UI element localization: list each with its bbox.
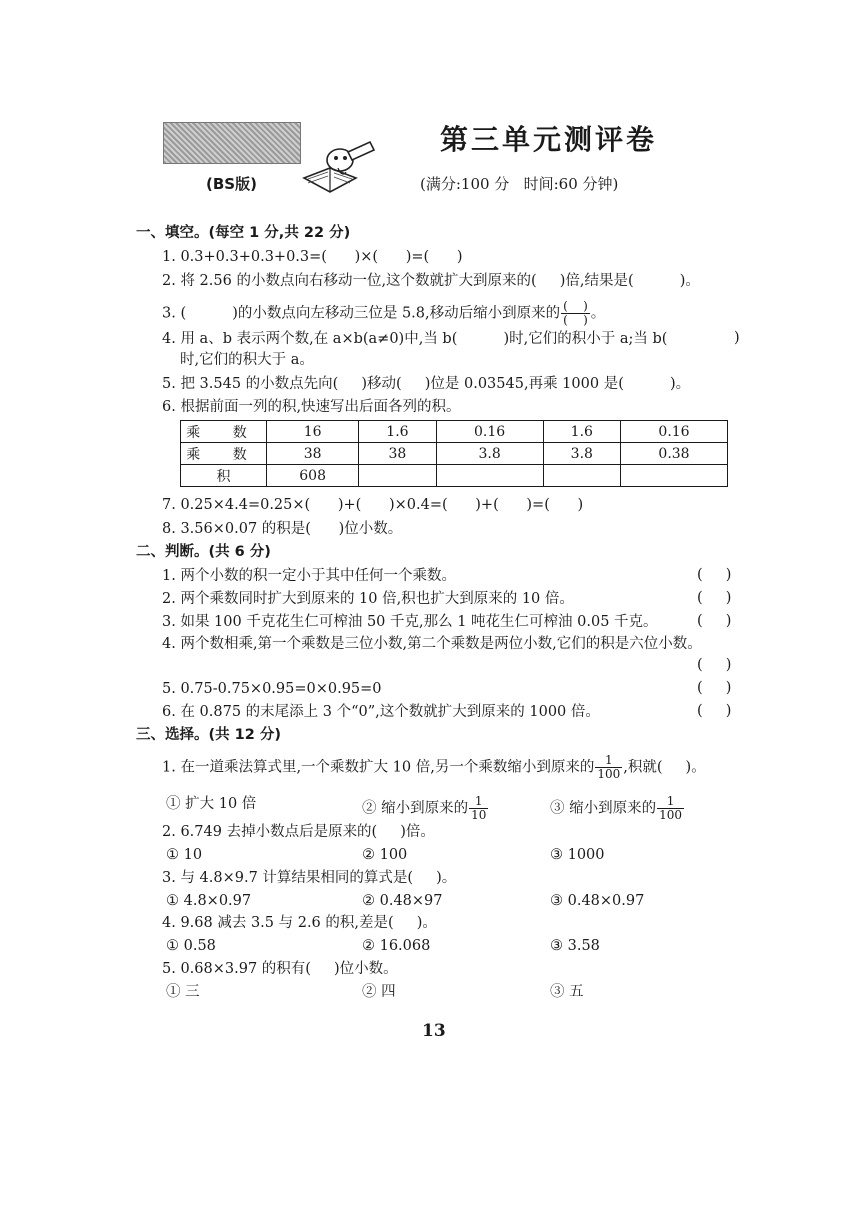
judge-item-6: 6. 在 0.875 的末尾添上 3 个“0”,这个数就扩大到原来的 1000 倍。 [162, 704, 600, 720]
unit-badge [163, 122, 301, 164]
table-cell: 16 [267, 421, 359, 443]
fraction-denominator: 10 [471, 808, 487, 822]
question-1-3-text: 3. ( )的小数点向左移动三位是 5.8,移动后缩小到原来的 [162, 305, 561, 322]
table-cell: 乘 数 [181, 443, 267, 465]
table-cell: 608 [267, 465, 359, 487]
choice-2-option-1: ① 10 [166, 847, 203, 863]
choice-2-option-3: ③ 1000 [550, 847, 605, 863]
choice-question-1-text: 1. 在一道乘法算式里,一个乘数扩大 10 倍,另一个乘数缩小到原来的 [162, 759, 595, 776]
judge-item-2: 2. 两个乘数同时扩大到原来的 10 倍,积也扩大到原来的 10 倍。 [162, 591, 574, 607]
question-1-5: 5. 把 3.545 的小数点先向( )移动( )位是 0.03545,再乘 1000 是( )。 [162, 376, 691, 392]
answer-paren: ( ) [697, 590, 732, 606]
answer-paren: ( ) [697, 567, 732, 583]
choice-question-3: 3. 与 4.8×9.7 计算结果相同的算式是( )。 [162, 870, 457, 886]
choice-3-option-2: ② 0.48×97 [362, 893, 443, 909]
judge-item-3: 3. 如果 100 千克花生仁可榨油 50 千克,那么 1 吨花生仁可榨油 0.05 千克。 [162, 614, 658, 630]
table-cell: 1.6 [543, 421, 620, 443]
table-row [181, 465, 728, 487]
choice-question-2: 2. 6.749 去掉小数点后是原来的( )倍。 [162, 824, 435, 840]
choice-question-4: 4. 9.68 减去 3.5 与 2.6 的积,差是( )。 [162, 915, 437, 931]
page-title: 第三单元测评卷 [440, 123, 658, 156]
fraction-denominator: 100 [659, 808, 683, 822]
answer-paren: ( ) [697, 703, 732, 719]
question-1-4: 4. 用 a、b 表示两个数,在 a×b(a≠0)中,当 b( )时,它们的积小于 a;当 b( [162, 331, 668, 347]
choice-2-option-2: ② 100 [362, 847, 408, 863]
answer-paren: ( ) [697, 657, 732, 673]
score-time-info: (满分:100 分 时间:60 分钟) [420, 175, 619, 193]
table-row [181, 443, 728, 465]
table-cell: 1.6 [359, 421, 436, 443]
table-cell: 3.8 [543, 443, 620, 465]
fraction-denominator: ( ) [563, 313, 588, 327]
section-title-judge: 二、判断。(共 6 分) [136, 544, 271, 560]
table-cell: 3.8 [436, 443, 543, 465]
judge-item-5: 5. 0.75-0.75×0.95=0×0.95=0 [162, 681, 382, 697]
fraction-numerator: ( ) [563, 299, 588, 313]
answer-paren: ( ) [697, 613, 732, 629]
question-1-4-paren-end: ) [734, 330, 740, 346]
choice-5-option-2: ② 四 [362, 984, 396, 1000]
table-cell [359, 465, 436, 487]
question-1-7: 7. 0.25×4.4=0.25×( )+( )×0.4=( )+( )=( ) [162, 497, 584, 513]
fraction [657, 795, 684, 822]
fraction-numerator: 1 [657, 795, 684, 809]
page-number: 13 [422, 1021, 446, 1041]
fraction-numerator: 1 [595, 754, 622, 768]
choice-question-1 [162, 754, 706, 781]
question-1-3-end: 。 [590, 305, 606, 322]
reading-illustration-icon [300, 138, 380, 196]
question-1-1: 1. 0.3+0.3+0.3+0.3=( )×( )=( ) [162, 249, 463, 265]
option-text: ③ 缩小到原来的 [550, 800, 657, 817]
choice-1-option-3 [550, 795, 685, 822]
answer-paren: ( ) [697, 680, 732, 696]
table-cell: 38 [359, 443, 436, 465]
question-1-6: 6. 根据前面一列的积,快速写出后面各列的积。 [162, 399, 461, 415]
fraction [469, 795, 488, 822]
table-cell [436, 465, 543, 487]
choice-4-option-1: ① 0.58 [166, 938, 216, 954]
question-1-8: 8. 3.56×0.07 的积是( )位小数。 [162, 521, 403, 537]
blank-fraction [561, 300, 590, 327]
judge-item-1: 1. 两个小数的积一定小于其中任何一个乘数。 [162, 568, 456, 584]
section-title-fill-blank: 一、填空。(每空 1 分,共 22 分) [136, 225, 351, 241]
table-row [181, 421, 728, 443]
table-cell: 积 [181, 465, 267, 487]
choice-question-5: 5. 0.68×3.97 的积有( )位小数。 [162, 961, 398, 977]
section-title-choice: 三、选择。(共 12 分) [136, 727, 282, 743]
fraction [595, 754, 622, 781]
option-text: ② 缩小到原来的 [362, 800, 469, 817]
choice-1-option-1: ① 扩大 10 倍 [166, 796, 257, 812]
judge-item-4: 4. 两个数相乘,第一个乘数是三位小数,第二个乘数是两位小数,它们的积是六位小数。 [162, 636, 702, 652]
choice-5-option-1: ① 三 [166, 984, 200, 1000]
choice-3-option-3: ③ 0.48×0.97 [550, 893, 645, 909]
table-cell [620, 465, 727, 487]
table-cell: 0.16 [620, 421, 727, 443]
choice-4-option-2: ② 16.068 [362, 938, 431, 954]
fraction-denominator: 100 [597, 767, 621, 781]
table-cell [543, 465, 620, 487]
question-1-2: 2. 将 2.56 的小数点向右移动一位,这个数就扩大到原来的( )倍,结果是( )。 [162, 273, 700, 289]
choice-3-option-1: ① 4.8×0.97 [166, 893, 252, 909]
edition-label: (BS版) [206, 175, 257, 193]
fraction-numerator: 1 [469, 795, 488, 809]
question-1-3 [162, 300, 605, 327]
table-cell: 38 [267, 443, 359, 465]
table-cell: 0.38 [620, 443, 727, 465]
table-cell: 0.16 [436, 421, 543, 443]
question-1-4-cont: 时,它们的积大于 a。 [180, 352, 314, 368]
table-cell: 乘 数 [181, 421, 267, 443]
product-table [180, 420, 728, 487]
choice-4-option-3: ③ 3.58 [550, 938, 600, 954]
choice-1-option-2 [362, 795, 489, 822]
choice-5-option-3: ③ 五 [550, 984, 584, 1000]
choice-question-1-end: ,积就( )。 [623, 759, 706, 776]
